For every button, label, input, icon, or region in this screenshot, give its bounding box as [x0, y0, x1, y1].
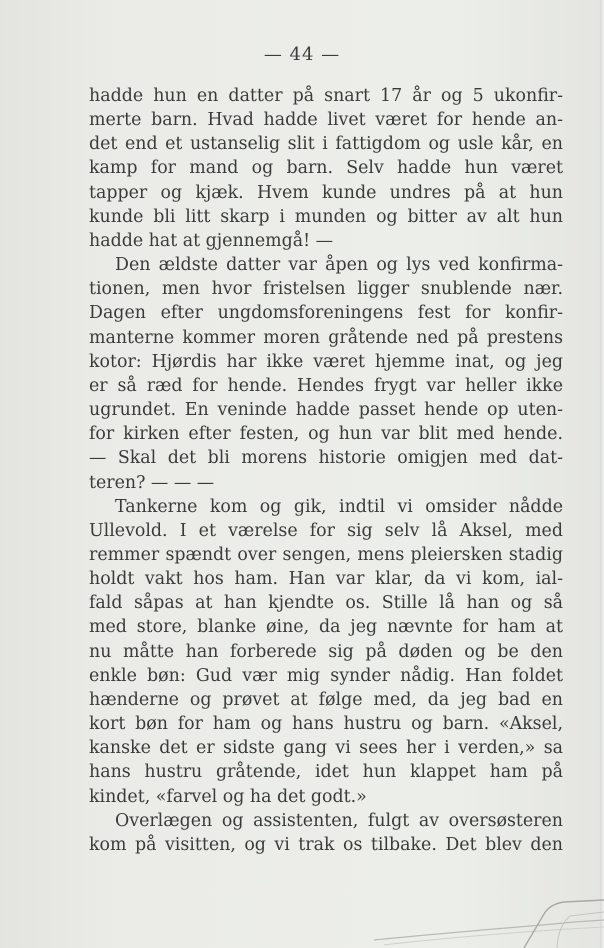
text-line: Overlægen og assistenten, fulgt av oversøsteren	[115, 810, 563, 831]
text-line: tionen, men hvor fristelsen ligger snublende nær.	[89, 279, 563, 300]
text-line: Ullevold. I et værelse for sig selv lå Aksel, med	[89, 520, 563, 541]
page-number: — 44 —	[263, 44, 341, 65]
text-line: manterne kommer moren gråtende ned på prestens	[89, 327, 563, 348]
text-line: hadde hun en datter på snart 17 år og 5 ukonfir-	[89, 86, 563, 106]
text-line: Tankerne kom og gik, indtil vi omsider nådde	[115, 496, 563, 517]
text-line: for kirken efter festen, og hun var blit med hende.	[89, 424, 563, 445]
text-line: kom på visitten, og vi trak os tilbake. Det blev den	[89, 834, 563, 855]
text-line: hans hustru gråtende, idet hun klappet ham på	[89, 762, 563, 783]
text-line: merte barn. Hvad hadde livet været for hende an-	[89, 110, 563, 131]
text-line: det end et ustanselig slit i fattigdom og usle kår, en	[89, 134, 563, 155]
text-line: Dagen efter ungdomsforeningens fest for konfir-	[89, 303, 563, 324]
text-line: teren? — — —	[89, 472, 215, 493]
text-line: kanske det er sidste gang vi sees her i verden,» sa	[89, 738, 563, 759]
body-text	[89, 84, 563, 857]
text-line: — Skal det bli morens historie omigjen med dat-	[89, 448, 563, 469]
page-corner-crease	[374, 896, 604, 948]
text-line: nu måtte han forberede sig på døden og be den	[89, 641, 563, 662]
text-line: kotor: Hjørdis har ikke været hjemme inat, og jeg	[89, 351, 563, 372]
text-line: Den ældste datter var åpen og lys ved konfirma-	[115, 255, 563, 276]
text-line: hænderne og prøvet at følge med, da jeg bad en	[89, 689, 563, 710]
text-line: med store, blanke øine, da jeg nævnte for ham at	[89, 617, 563, 638]
text-line: remmer spændt over sengen, mens pleiersken stadig	[89, 544, 563, 565]
text-line: er så ræd for hende. Hendes frygt var heller ikke	[89, 375, 563, 396]
text-line: tapper og kjæk. Hvem kunde undres på at hun	[89, 182, 563, 203]
text-line: ugrundet. En veninde hadde passet hende op uten-	[89, 400, 563, 421]
text-line: enkle bøn: Gud vær mig synder nådig. Han foldet	[89, 665, 563, 686]
text-line: kort bøn for ham og hans hustru og barn. «Aksel,	[89, 714, 563, 735]
text-line: kunde bli litt skarp i munden og bitter av alt hun	[89, 206, 563, 227]
text-line: kamp for mand og barn. Selv hadde hun været	[89, 158, 563, 179]
text-line: holdt vakt hos ham. Han var klar, da vi kom, ial-	[89, 569, 563, 590]
text-line: fald såpas at han kjendte os. Stille lå han og så	[89, 593, 563, 614]
text-line: hadde hat at gjennemgå! —	[89, 230, 334, 251]
page-edge	[600, 0, 604, 948]
text-line: kindet, «farvel og ha det godt.»	[89, 786, 367, 807]
